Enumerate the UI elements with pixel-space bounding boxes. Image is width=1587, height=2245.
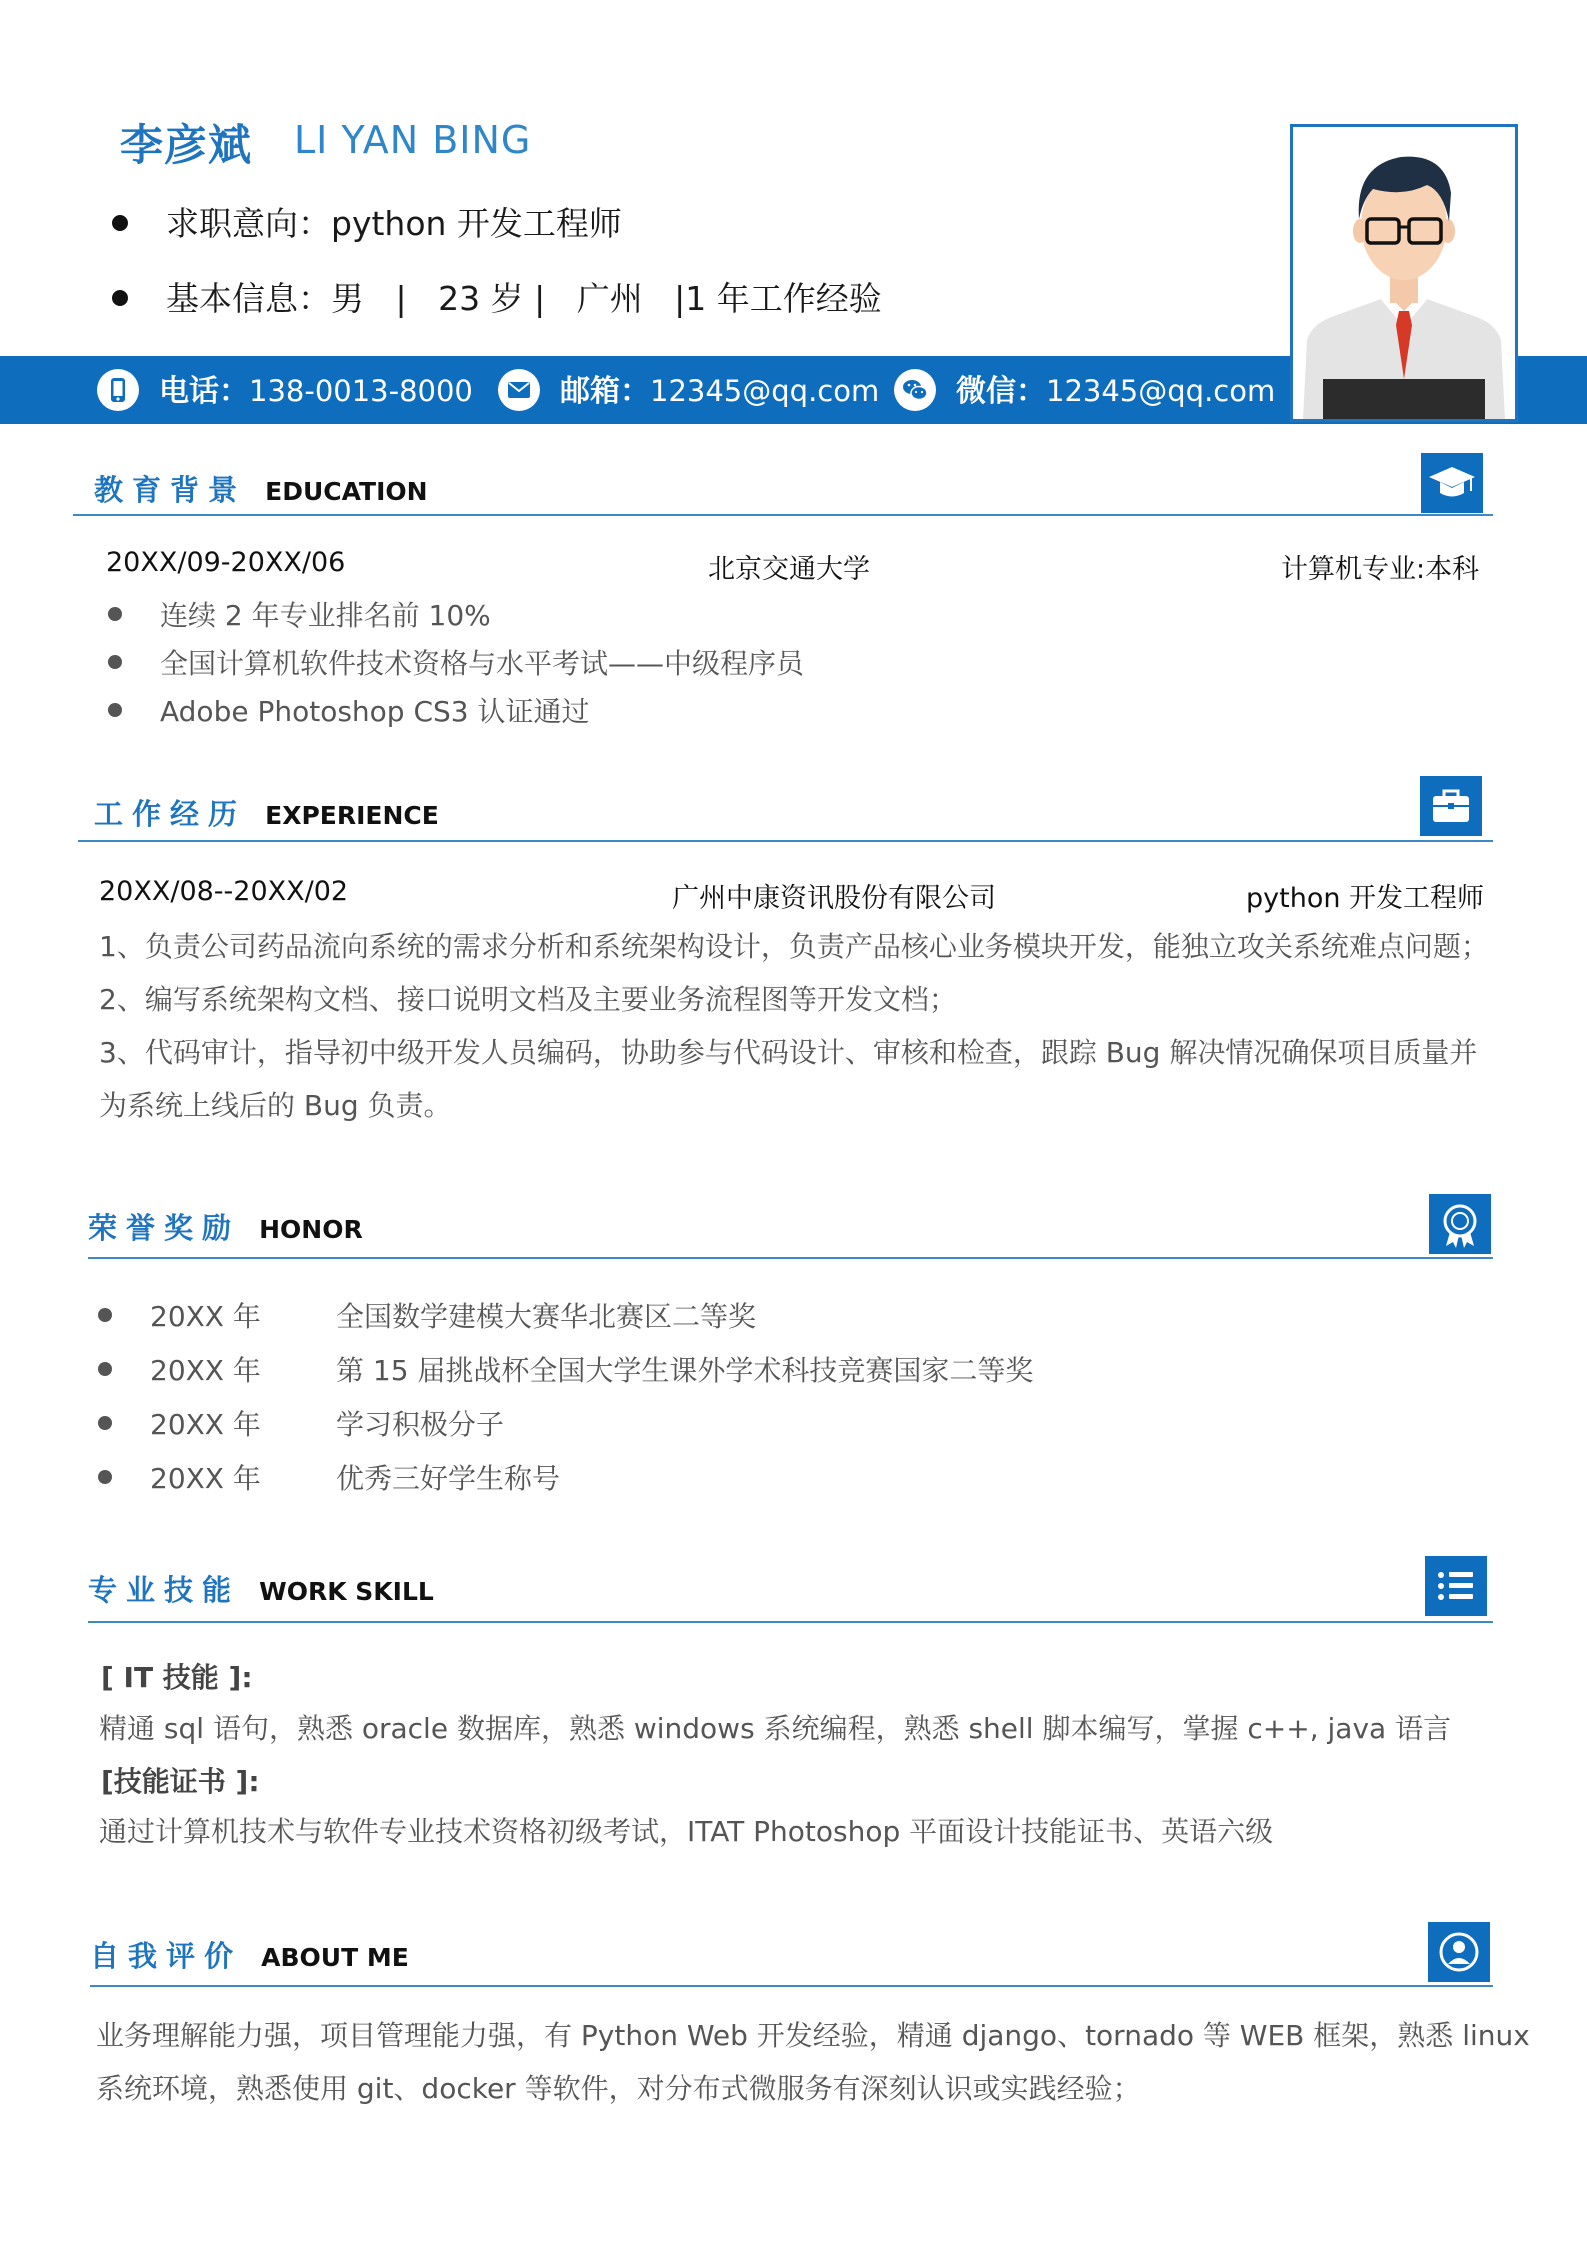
briefcase-icon	[1420, 776, 1482, 836]
bullet-icon	[112, 215, 128, 231]
cert-text: 通过计算机技术与软件专业技术资格初级考试，ITAT Photoshop 平面设计技能证书、英语六级	[99, 1815, 1274, 1848]
about-line: 系统环境，熟悉使用 git、docker 等软件，对分布式微服务有深刻认识或实践经验；	[96, 2072, 1141, 2105]
bullet-icon	[108, 703, 122, 717]
honor-year: 20XX 年	[150, 1300, 261, 1333]
honor-item	[98, 1349, 1033, 1389]
basic-label: 基本信息：	[166, 279, 331, 318]
bullet-icon	[98, 1362, 112, 1376]
about-line: 业务理解能力强，项目管理能力强，有 Python Web 开发经验，精通 django、tornado 等 WEB 框架，熟悉 linux	[96, 2019, 1530, 2052]
experience-description	[99, 920, 1519, 1132]
user-icon	[1428, 1922, 1490, 1982]
award-medal-icon	[1429, 1194, 1491, 1254]
city: 广州	[576, 279, 643, 318]
experience-divider	[78, 840, 1493, 842]
email-contact	[498, 369, 879, 413]
about-heading: 自我评价 ABOUT ME	[90, 1939, 409, 1973]
mail-icon	[498, 369, 540, 411]
it-skill-text: 精通 sql 语句，熟悉 oracle 数据库，熟悉 windows 系统编程，熟悉 shell 脚本编写，掌握 c++, java 语言	[99, 1712, 1452, 1745]
experience-line: 1、负责公司药品流向系统的需求分析和系统架构设计，负责产品核心业务模块开发，能独立攻关系统难点问题；	[99, 930, 1489, 963]
experience-period: 20XX/08--20XX/02	[99, 876, 349, 907]
intent-label: 求职意向：	[166, 204, 331, 243]
gender: 男	[331, 279, 364, 318]
experience-heading-en: EXPERIENCE	[265, 801, 439, 830]
basic-info-line	[112, 273, 882, 320]
education-major: 计算机专业:本科	[1281, 554, 1480, 585]
phone-label: 电话：	[159, 374, 249, 409]
education-period: 20XX/09-20XX/06	[106, 547, 346, 578]
honor-item	[98, 1403, 504, 1443]
honor-divider	[88, 1257, 1493, 1259]
job-intent-line	[112, 198, 622, 245]
it-skill-head: [ IT 技能 ]:	[101, 1661, 253, 1694]
honor-item	[98, 1457, 560, 1497]
about-divider	[90, 1985, 1493, 1987]
honor-heading-en: HONOR	[259, 1215, 363, 1244]
honor-text: 学习积极分子	[336, 1408, 505, 1441]
education-school: 北京交通大学	[708, 554, 870, 585]
wechat-label: 微信：	[956, 374, 1046, 409]
about-description	[96, 2009, 1556, 2115]
experience-line: 3、代码审计，指导初中级开发人员编码，协助参与代码设计、审核和检查，跟踪 Bug 解决情况确保项目质量并	[99, 1036, 1478, 1069]
bullet-icon	[98, 1308, 112, 1322]
honor-year: 20XX 年	[150, 1462, 261, 1495]
skill-divider	[88, 1621, 1493, 1623]
experience-position: python 开发工程师	[1246, 883, 1485, 914]
education-item: 全国计算机软件技术资格与水平考试——中级程序员	[108, 642, 804, 682]
email-label: 邮箱：	[560, 374, 650, 409]
graduation-cap-icon	[1421, 453, 1483, 513]
education-item: Adobe Photoshop CS3 认证通过	[108, 690, 590, 730]
about-heading-en: ABOUT ME	[261, 1943, 409, 1972]
skill-heading: 专业技能 WORK SKILL	[88, 1573, 434, 1607]
honor-heading: 荣誉奖励 HONOR	[88, 1211, 363, 1245]
wechat-contact	[894, 369, 1275, 413]
experience-years: 1 年工作经验	[685, 279, 882, 318]
education-heading-en: EDUCATION	[265, 477, 428, 506]
bullet-icon	[98, 1470, 112, 1484]
separator: |	[395, 279, 407, 318]
phone-contact	[97, 369, 473, 413]
bullet-icon	[98, 1416, 112, 1430]
honor-year: 20XX 年	[150, 1408, 261, 1441]
experience-company: 广州中康资讯股份有限公司	[672, 883, 996, 914]
intent-value: python 开发工程师	[331, 204, 622, 243]
wechat-icon	[894, 369, 936, 411]
wechat-value: 12345@qq.com	[1046, 374, 1276, 408]
bullet-icon	[108, 655, 122, 669]
name-en: LI YAN BING	[294, 118, 532, 162]
age: 23 岁	[438, 279, 524, 318]
honor-text: 全国数学建模大赛华北赛区二等奖	[336, 1300, 757, 1333]
name-cn: 李彦斌	[120, 121, 252, 171]
experience-line: 为系统上线后的 Bug 负责。	[99, 1089, 452, 1122]
cert-head: [技能证书 ]:	[101, 1765, 260, 1798]
phone-value: 138-0013-8000	[249, 374, 473, 408]
experience-line: 2、编写系统架构文档、接口说明文档及主要业务流程图等开发文档；	[99, 983, 957, 1016]
separator: |	[674, 279, 686, 318]
separator: |	[534, 279, 546, 318]
honor-year: 20XX 年	[150, 1354, 261, 1387]
email-value: 12345@qq.com	[650, 374, 880, 408]
education-divider	[73, 514, 1493, 516]
phone-icon	[97, 369, 139, 411]
experience-heading: 工作经历 EXPERIENCE	[94, 797, 439, 831]
honor-text: 优秀三好学生称号	[336, 1462, 561, 1495]
education-heading: 教育背景 EDUCATION	[94, 473, 428, 507]
bullet-icon	[108, 607, 122, 621]
honor-item	[98, 1295, 756, 1335]
profile-photo	[1290, 124, 1518, 422]
list-icon	[1425, 1556, 1487, 1616]
honor-text: 第 15 届挑战杯全国大学生课外学术科技竞赛国家二等奖	[336, 1354, 1034, 1387]
education-item: 连续 2 年专业排名前 10%	[108, 594, 491, 634]
skill-heading-en: WORK SKILL	[259, 1577, 434, 1606]
bullet-icon	[112, 290, 128, 306]
avatar-illustration	[1293, 127, 1515, 419]
